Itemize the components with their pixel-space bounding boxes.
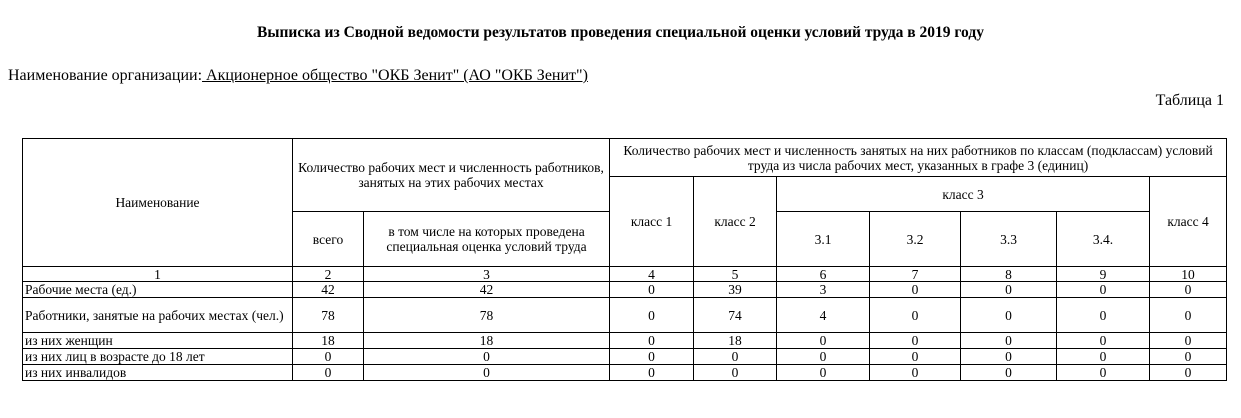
row-label: из них инвалидов <box>23 365 293 381</box>
table-cell: 0 <box>1150 349 1227 365</box>
table-cell: 78 <box>364 298 610 333</box>
header-class-3-3: 3.3 <box>961 212 1057 267</box>
table-row <box>23 365 1227 381</box>
table-cell: 0 <box>777 365 870 381</box>
table-cell: 42 <box>293 282 364 298</box>
table-row <box>23 298 1227 333</box>
table-cell: 42 <box>364 282 610 298</box>
table-cell: 0 <box>777 333 870 349</box>
table-cell: 0 <box>1150 333 1227 349</box>
header-class-3-2: 3.2 <box>870 212 961 267</box>
table-cell: 0 <box>870 349 961 365</box>
table-cell: 74 <box>694 298 777 333</box>
table-cell: 0 <box>870 298 961 333</box>
header-class-1: класс 1 <box>610 177 694 267</box>
column-number: 10 <box>1150 267 1227 282</box>
header-workplaces-group: Количество рабочих мест и численность работников, занятых на этих рабочих местах <box>293 139 610 212</box>
table-cell: 0 <box>777 349 870 365</box>
table-cell: 0 <box>1150 298 1227 333</box>
table-cell: 18 <box>293 333 364 349</box>
column-numbers-row <box>23 267 1227 282</box>
table-number: Таблица 1 <box>1155 92 1224 109</box>
table-row <box>23 282 1227 298</box>
column-number: 5 <box>694 267 777 282</box>
table-cell: 3 <box>777 282 870 298</box>
table-cell: 0 <box>694 349 777 365</box>
column-number: 2 <box>293 267 364 282</box>
table-cell: 18 <box>364 333 610 349</box>
column-number: 6 <box>777 267 870 282</box>
table-cell: 39 <box>694 282 777 298</box>
table-cell: 0 <box>610 349 694 365</box>
table-cell: 0 <box>293 349 364 365</box>
header-row-1 <box>23 139 1227 177</box>
column-number: 3 <box>364 267 610 282</box>
table-cell: 0 <box>293 365 364 381</box>
table-cell: 0 <box>1057 333 1150 349</box>
header-class-2: класс 2 <box>694 177 777 267</box>
table-cell: 0 <box>1150 365 1227 381</box>
table-cell: 0 <box>961 282 1057 298</box>
row-label: из них женщин <box>23 333 293 349</box>
table-cell: 4 <box>777 298 870 333</box>
table-cell: 0 <box>610 298 694 333</box>
table-cell: 0 <box>1057 282 1150 298</box>
table-cell: 0 <box>610 282 694 298</box>
header-classes-group: Количество рабочих мест и численность занятых на них работников по классам (подклассам) условий труда из числа рабочих мест, указанных в графе 3 (единиц) <box>610 139 1227 177</box>
table-cell: 0 <box>870 282 961 298</box>
column-number: 9 <box>1057 267 1150 282</box>
table-cell: 0 <box>1057 298 1150 333</box>
table-cell: 0 <box>1057 349 1150 365</box>
column-number: 4 <box>610 267 694 282</box>
header-class-3-1: 3.1 <box>777 212 870 267</box>
header-assessed: в том числе на которых проведена специальная оценка условий труда <box>364 212 610 267</box>
column-number: 7 <box>870 267 961 282</box>
table-cell: 0 <box>961 349 1057 365</box>
row-label: Рабочие места (ед.) <box>23 282 293 298</box>
results-table <box>22 138 1227 381</box>
organization-line <box>8 67 588 85</box>
organization-name: Акционерное общество "ОКБ Зенит" (АО "ОКБ Зенит") <box>202 67 588 84</box>
header-class-4: класс 4 <box>1150 177 1227 267</box>
table-cell: 0 <box>610 365 694 381</box>
table-cell: 18 <box>694 333 777 349</box>
header-name: Наименование <box>23 139 293 267</box>
table-cell: 0 <box>870 365 961 381</box>
table-cell: 0 <box>364 349 610 365</box>
organization-label: Наименование организации: <box>8 67 203 84</box>
table-cell: 0 <box>610 333 694 349</box>
table-cell: 0 <box>961 365 1057 381</box>
table-cell: 0 <box>870 333 961 349</box>
row-label: Работники, занятые на рабочих местах (чел.) <box>23 298 293 333</box>
table-cell: 0 <box>961 298 1057 333</box>
table-cell: 0 <box>364 365 610 381</box>
header-class-3: класс 3 <box>777 177 1150 212</box>
table-cell: 0 <box>961 333 1057 349</box>
header-total: всего <box>293 212 364 267</box>
table-cell: 0 <box>1150 282 1227 298</box>
table-cell: 0 <box>1057 365 1150 381</box>
table-row <box>23 333 1227 349</box>
header-class-3-4: 3.4. <box>1057 212 1150 267</box>
column-number: 1 <box>23 267 293 282</box>
table-cell: 0 <box>694 365 777 381</box>
table-row <box>23 349 1227 365</box>
table-cell: 78 <box>293 298 364 333</box>
column-number: 8 <box>961 267 1057 282</box>
row-label: из них лиц в возрасте до 18 лет <box>23 349 293 365</box>
document-title: Выписка из Сводной ведомости результатов проведения специальной оценки условий труда в 2019 году <box>257 24 984 41</box>
